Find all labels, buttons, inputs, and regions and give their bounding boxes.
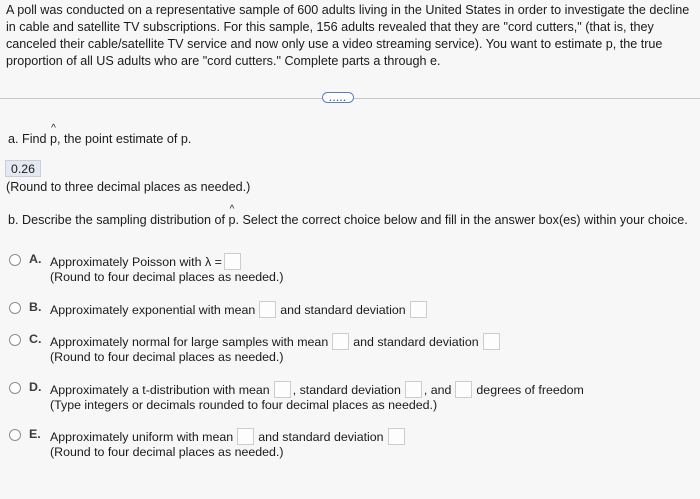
part-b-question: b. Describe the sampling distribution of ^ p. Select the correct choice below and fill in the answer box(es) within your choice. bbox=[8, 213, 688, 227]
choice-a-radio[interactable] bbox=[9, 254, 21, 266]
exponential-mean-input[interactable] bbox=[259, 301, 276, 318]
choice-b-letter: B. bbox=[29, 300, 42, 314]
normal-sd-input[interactable] bbox=[483, 333, 500, 350]
choice-d-note: (Type integers or decimals rounded to four decimal places as needed.) bbox=[50, 398, 438, 412]
problem-line-3: canceled their cable/satellite TV service and now only use a video streaming service). You want to estimate p, the true bbox=[6, 37, 663, 51]
problem-line-1: A poll was conducted on a representative sample of 600 adults living in the United States in order to investigate the decline bbox=[6, 3, 690, 17]
choice-a-note: (Round to four decimal places as needed.) bbox=[50, 270, 284, 284]
p-hat-symbol: ^ p bbox=[229, 213, 236, 227]
choice-e-note: (Round to four decimal places as needed.) bbox=[50, 445, 284, 459]
part-a-rounding-note: (Round to three decimal places as needed.) bbox=[6, 180, 251, 194]
t-sd-input[interactable] bbox=[405, 381, 422, 398]
choice-d-radio[interactable] bbox=[9, 382, 21, 394]
choice-d-letter: D. bbox=[29, 380, 42, 394]
uniform-mean-input[interactable] bbox=[237, 428, 254, 445]
problem-statement bbox=[6, 2, 696, 70]
choice-e-radio[interactable] bbox=[9, 429, 21, 441]
uniform-sd-input[interactable] bbox=[388, 428, 405, 445]
choice-a-letter: A. bbox=[29, 252, 42, 266]
problem-line-4: proportion of all US adults who are "cord cutters." Complete parts a through e. bbox=[6, 54, 441, 68]
expand-more-button[interactable] bbox=[322, 92, 354, 103]
exponential-sd-input[interactable] bbox=[410, 301, 427, 318]
choice-b-radio[interactable] bbox=[9, 302, 21, 314]
t-df-input[interactable] bbox=[455, 381, 472, 398]
part-a-answer-field[interactable]: 0.26 bbox=[5, 160, 41, 177]
part-a-question: a. Find ^ p, the point estimate of p. bbox=[8, 132, 191, 146]
normal-mean-input[interactable] bbox=[332, 333, 349, 350]
lambda-input[interactable] bbox=[224, 253, 241, 270]
choice-e-letter: E. bbox=[29, 427, 41, 441]
problem-line-2: in cable and satellite TV subscriptions. For this sample, 156 adults revealed that they are "cord cutters," (that is, they bbox=[6, 20, 654, 34]
t-mean-input[interactable] bbox=[274, 381, 291, 398]
ellipsis-icon: ..... bbox=[329, 92, 347, 103]
choice-c-note: (Round to four decimal places as needed.) bbox=[50, 350, 284, 364]
choice-c-letter: C. bbox=[29, 332, 42, 346]
p-hat-symbol: ^ p bbox=[50, 132, 57, 146]
choice-c-radio[interactable] bbox=[9, 334, 21, 346]
